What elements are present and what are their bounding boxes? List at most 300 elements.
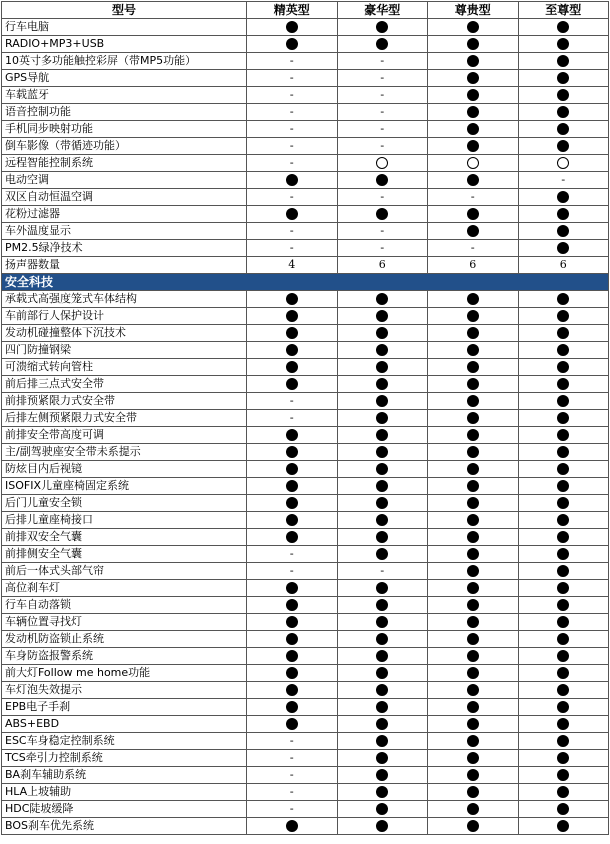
table-row <box>2 427 609 444</box>
not-available-dash: - <box>380 139 385 152</box>
feature-value-cell <box>428 563 519 580</box>
feature-value-cell <box>518 376 609 393</box>
feature-value-cell <box>247 733 338 750</box>
feature-value-cell <box>247 19 338 36</box>
standard-dot-icon <box>557 480 569 492</box>
feature-name: 远程智能控制系统 <box>2 155 247 172</box>
standard-dot-icon <box>376 208 388 220</box>
feature-value-cell <box>428 580 519 597</box>
feature-value-cell <box>247 325 338 342</box>
feature-value-cell <box>518 733 609 750</box>
feature-value-cell <box>247 614 338 631</box>
standard-dot-icon <box>557 497 569 509</box>
feature-value-cell <box>428 87 519 104</box>
not-available-dash: - <box>561 173 566 186</box>
feature-value-cell <box>518 529 609 546</box>
feature-name: 主/副驾驶座安全带未系提示 <box>2 444 247 461</box>
table-row <box>2 138 609 155</box>
table-row <box>2 325 609 342</box>
feature-name: 承载式高强度笼式车体结构 <box>2 291 247 308</box>
table-row <box>2 342 609 359</box>
table-row <box>2 189 609 206</box>
feature-value-cell <box>337 325 428 342</box>
feature-value-cell <box>337 138 428 155</box>
feature-value-cell <box>518 801 609 818</box>
standard-dot-icon <box>376 752 388 764</box>
feature-value-cell <box>518 291 609 308</box>
standard-dot-icon <box>376 701 388 713</box>
standard-dot-icon <box>557 38 569 50</box>
feature-value-cell <box>428 784 519 801</box>
not-available-dash: - <box>380 88 385 101</box>
feature-value-cell <box>518 631 609 648</box>
standard-dot-icon <box>467 531 479 543</box>
feature-value-cell <box>518 104 609 121</box>
feature-value-cell <box>518 665 609 682</box>
speaker-count: 6 <box>469 258 477 271</box>
standard-dot-icon <box>557 548 569 560</box>
table-row <box>2 597 609 614</box>
not-available-dash: - <box>289 394 294 407</box>
header-row <box>2 2 609 19</box>
feature-name: 车载蓝牙 <box>2 87 247 104</box>
feature-value-cell <box>518 682 609 699</box>
table-row <box>2 53 609 70</box>
feature-value-cell <box>428 138 519 155</box>
standard-dot-icon <box>467 735 479 747</box>
feature-value-cell <box>518 546 609 563</box>
feature-value-cell <box>337 631 428 648</box>
standard-dot-icon <box>376 344 388 356</box>
feature-name: 前后一体式头部气帘 <box>2 563 247 580</box>
feature-value-cell <box>337 801 428 818</box>
feature-value-cell <box>428 19 519 36</box>
feature-value-cell <box>428 495 519 512</box>
feature-value-cell <box>247 784 338 801</box>
feature-value-cell <box>247 495 338 512</box>
feature-name: 10英寸多功能触控彩屏（带MP5功能） <box>2 53 247 70</box>
feature-value-cell <box>428 342 519 359</box>
feature-value-cell <box>337 444 428 461</box>
standard-dot-icon <box>467 123 479 135</box>
table-row <box>2 767 609 784</box>
feature-name: 语音控制功能 <box>2 104 247 121</box>
feature-value-cell <box>247 461 338 478</box>
feature-value-cell <box>337 682 428 699</box>
feature-value-cell <box>428 818 519 835</box>
table-row <box>2 291 609 308</box>
not-available-dash: - <box>289 564 294 577</box>
not-available-dash: - <box>289 751 294 764</box>
standard-dot-icon <box>467 616 479 628</box>
standard-dot-icon <box>467 429 479 441</box>
feature-value-cell <box>518 478 609 495</box>
standard-dot-icon <box>557 650 569 662</box>
feature-value-cell <box>247 665 338 682</box>
feature-name: 前后排三点式安全带 <box>2 376 247 393</box>
standard-dot-icon <box>286 310 298 322</box>
standard-dot-icon <box>286 208 298 220</box>
feature-name: 手机同步映射功能 <box>2 121 247 138</box>
feature-value-cell <box>428 291 519 308</box>
feature-value-cell <box>337 478 428 495</box>
feature-value-cell <box>337 784 428 801</box>
feature-value-cell <box>518 257 609 274</box>
standard-dot-icon <box>286 582 298 594</box>
feature-value-cell <box>518 325 609 342</box>
standard-dot-icon <box>467 106 479 118</box>
feature-value-cell <box>428 444 519 461</box>
feature-value-cell <box>337 257 428 274</box>
standard-dot-icon <box>376 412 388 424</box>
table-row <box>2 750 609 767</box>
section-title: 安全科技 <box>2 274 609 291</box>
standard-dot-icon <box>376 786 388 798</box>
feature-value-cell <box>337 750 428 767</box>
standard-dot-icon <box>376 684 388 696</box>
standard-dot-icon <box>557 531 569 543</box>
feature-name: 前排侧安全气囊 <box>2 546 247 563</box>
feature-value-cell <box>337 818 428 835</box>
standard-dot-icon <box>557 820 569 832</box>
feature-value-cell <box>247 393 338 410</box>
table-row <box>2 495 609 512</box>
table-row <box>2 733 609 750</box>
feature-value-cell <box>337 342 428 359</box>
standard-dot-icon <box>376 327 388 339</box>
feature-value-cell <box>428 393 519 410</box>
standard-dot-icon <box>376 633 388 645</box>
standard-dot-icon <box>467 701 479 713</box>
feature-value-cell <box>337 767 428 784</box>
table-row <box>2 36 609 53</box>
standard-dot-icon <box>286 633 298 645</box>
standard-dot-icon <box>557 412 569 424</box>
table-row <box>2 546 609 563</box>
feature-value-cell <box>428 750 519 767</box>
standard-dot-icon <box>557 327 569 339</box>
feature-name: PM2.5绿净技术 <box>2 240 247 257</box>
table-row <box>2 19 609 36</box>
feature-value-cell <box>337 121 428 138</box>
feature-value-cell <box>518 206 609 223</box>
standard-dot-icon <box>467 514 479 526</box>
feature-value-cell <box>428 699 519 716</box>
feature-value-cell <box>337 87 428 104</box>
standard-dot-icon <box>557 446 569 458</box>
standard-dot-icon <box>467 310 479 322</box>
standard-dot-icon <box>557 463 569 475</box>
feature-value-cell <box>518 121 609 138</box>
feature-name: HDC陡坡缓降 <box>2 801 247 818</box>
feature-name: 车身防盗报警系统 <box>2 648 247 665</box>
standard-dot-icon <box>286 650 298 662</box>
not-available-dash: - <box>470 241 475 254</box>
standard-dot-icon <box>286 667 298 679</box>
standard-dot-icon <box>557 701 569 713</box>
standard-dot-icon <box>557 106 569 118</box>
table-row <box>2 444 609 461</box>
feature-value-cell <box>247 427 338 444</box>
table-row <box>2 580 609 597</box>
standard-dot-icon <box>286 446 298 458</box>
not-available-dash: - <box>380 54 385 67</box>
standard-dot-icon <box>467 599 479 611</box>
feature-value-cell <box>337 699 428 716</box>
not-available-dash: - <box>289 71 294 84</box>
standard-dot-icon <box>376 735 388 747</box>
feature-value-cell <box>428 104 519 121</box>
not-available-dash: - <box>289 139 294 152</box>
feature-value-cell <box>247 444 338 461</box>
standard-dot-icon <box>557 361 569 373</box>
feature-value-cell <box>247 223 338 240</box>
feature-value-cell <box>428 512 519 529</box>
standard-dot-icon <box>467 752 479 764</box>
feature-value-cell <box>337 461 428 478</box>
feature-value-cell <box>247 699 338 716</box>
feature-name: 倒车影像（带循迹功能） <box>2 138 247 155</box>
standard-dot-icon <box>467 412 479 424</box>
not-available-dash: - <box>289 768 294 781</box>
not-available-dash: - <box>380 190 385 203</box>
not-available-dash: - <box>289 224 294 237</box>
standard-dot-icon <box>376 599 388 611</box>
feature-value-cell <box>428 733 519 750</box>
standard-dot-icon <box>467 718 479 730</box>
feature-name: 高位刹车灯 <box>2 580 247 597</box>
feature-value-cell <box>247 53 338 70</box>
standard-dot-icon <box>467 344 479 356</box>
feature-value-cell <box>518 648 609 665</box>
table-row <box>2 87 609 104</box>
standard-dot-icon <box>376 174 388 186</box>
table-row <box>2 818 609 835</box>
feature-value-cell <box>518 614 609 631</box>
standard-dot-icon <box>467 667 479 679</box>
table-row <box>2 784 609 801</box>
feature-value-cell <box>337 427 428 444</box>
standard-dot-icon <box>557 123 569 135</box>
feature-name: 后门儿童安全锁 <box>2 495 247 512</box>
feature-value-cell <box>428 70 519 87</box>
standard-dot-icon <box>467 786 479 798</box>
feature-value-cell <box>337 410 428 427</box>
table-row <box>2 648 609 665</box>
feature-value-cell <box>247 512 338 529</box>
not-available-dash: - <box>289 802 294 815</box>
feature-name: BOS刹车优先系统 <box>2 818 247 835</box>
feature-value-cell <box>337 308 428 325</box>
feature-value-cell <box>518 172 609 189</box>
standard-dot-icon <box>557 395 569 407</box>
standard-dot-icon <box>467 174 479 186</box>
standard-dot-icon <box>467 378 479 390</box>
feature-value-cell <box>247 648 338 665</box>
feature-value-cell <box>247 206 338 223</box>
standard-dot-icon <box>557 735 569 747</box>
feature-value-cell <box>428 121 519 138</box>
standard-dot-icon <box>376 395 388 407</box>
feature-value-cell <box>337 291 428 308</box>
feature-value-cell <box>247 70 338 87</box>
standard-dot-icon <box>467 327 479 339</box>
feature-value-cell <box>247 376 338 393</box>
standard-dot-icon <box>376 718 388 730</box>
feature-value-cell <box>337 580 428 597</box>
feature-name: 前排安全带高度可调 <box>2 427 247 444</box>
standard-dot-icon <box>467 463 479 475</box>
speaker-count: 6 <box>378 258 386 271</box>
feature-value-cell <box>428 631 519 648</box>
feature-value-cell <box>247 36 338 53</box>
standard-dot-icon <box>557 344 569 356</box>
feature-value-cell <box>247 138 338 155</box>
spec-table-grid <box>1 1 609 835</box>
standard-dot-icon <box>557 72 569 84</box>
standard-dot-icon <box>467 21 479 33</box>
feature-name: BA刹车辅助系统 <box>2 767 247 784</box>
table-row <box>2 410 609 427</box>
standard-dot-icon <box>467 225 479 237</box>
feature-value-cell <box>337 104 428 121</box>
optional-ring-icon <box>467 157 479 169</box>
feature-value-cell <box>518 155 609 172</box>
optional-ring-icon <box>376 157 388 169</box>
feature-value-cell <box>337 206 428 223</box>
standard-dot-icon <box>557 752 569 764</box>
feature-value-cell <box>428 648 519 665</box>
feature-value-cell <box>428 410 519 427</box>
standard-dot-icon <box>467 820 479 832</box>
feature-value-cell <box>518 138 609 155</box>
table-row <box>2 257 609 274</box>
feature-value-cell <box>337 376 428 393</box>
trim-header: 尊贵型 <box>428 2 519 19</box>
table-row <box>2 393 609 410</box>
feature-value-cell <box>518 716 609 733</box>
feature-name: ABS+EBD <box>2 716 247 733</box>
feature-value-cell <box>518 53 609 70</box>
not-available-dash: - <box>289 241 294 254</box>
feature-value-cell <box>518 427 609 444</box>
feature-name: 前排双安全气囊 <box>2 529 247 546</box>
standard-dot-icon <box>557 89 569 101</box>
feature-value-cell <box>428 427 519 444</box>
standard-dot-icon <box>376 650 388 662</box>
feature-value-cell <box>247 716 338 733</box>
feature-name: 发动机防盗锁止系统 <box>2 631 247 648</box>
table-row <box>2 563 609 580</box>
feature-name: EPB电子手刹 <box>2 699 247 716</box>
standard-dot-icon <box>467 480 479 492</box>
feature-value-cell <box>428 682 519 699</box>
standard-dot-icon <box>376 531 388 543</box>
feature-value-cell <box>337 614 428 631</box>
feature-value-cell <box>518 36 609 53</box>
not-available-dash: - <box>380 122 385 135</box>
standard-dot-icon <box>376 378 388 390</box>
feature-value-cell <box>247 359 338 376</box>
standard-dot-icon <box>467 208 479 220</box>
table-row <box>2 172 609 189</box>
feature-value-cell <box>518 495 609 512</box>
standard-dot-icon <box>467 395 479 407</box>
feature-value-cell <box>337 495 428 512</box>
standard-dot-icon <box>286 38 298 50</box>
feature-name: 前排预紧限力式安全带 <box>2 393 247 410</box>
standard-dot-icon <box>557 310 569 322</box>
standard-dot-icon <box>557 208 569 220</box>
standard-dot-icon <box>467 497 479 509</box>
standard-dot-icon <box>376 548 388 560</box>
not-available-dash: - <box>289 54 294 67</box>
standard-dot-icon <box>467 361 479 373</box>
feature-value-cell <box>428 189 519 206</box>
standard-dot-icon <box>286 463 298 475</box>
standard-dot-icon <box>286 344 298 356</box>
feature-value-cell <box>247 104 338 121</box>
standard-dot-icon <box>557 242 569 254</box>
feature-value-cell <box>518 410 609 427</box>
feature-value-cell <box>247 580 338 597</box>
feature-value-cell <box>337 172 428 189</box>
feature-name: 扬声器数量 <box>2 257 247 274</box>
feature-value-cell <box>518 87 609 104</box>
table-row <box>2 240 609 257</box>
feature-value-cell <box>337 223 428 240</box>
standard-dot-icon <box>376 429 388 441</box>
feature-name: 车外温度显示 <box>2 223 247 240</box>
feature-value-cell <box>428 155 519 172</box>
feature-value-cell <box>247 597 338 614</box>
standard-dot-icon <box>286 531 298 543</box>
standard-dot-icon <box>286 361 298 373</box>
standard-dot-icon <box>557 667 569 679</box>
spec-table <box>1 1 608 835</box>
not-available-dash: - <box>289 105 294 118</box>
standard-dot-icon <box>467 769 479 781</box>
standard-dot-icon <box>286 327 298 339</box>
feature-value-cell <box>247 529 338 546</box>
feature-value-cell <box>428 546 519 563</box>
feature-value-cell <box>428 461 519 478</box>
feature-value-cell <box>518 342 609 359</box>
feature-value-cell <box>518 359 609 376</box>
standard-dot-icon <box>286 718 298 730</box>
not-available-dash: - <box>289 88 294 101</box>
trim-header: 精英型 <box>247 2 338 19</box>
standard-dot-icon <box>557 55 569 67</box>
standard-dot-icon <box>467 293 479 305</box>
trim-header: 豪华型 <box>337 2 428 19</box>
feature-name: 花粉过滤器 <box>2 206 247 223</box>
feature-value-cell <box>337 36 428 53</box>
standard-dot-icon <box>557 582 569 594</box>
standard-dot-icon <box>557 191 569 203</box>
not-available-dash: - <box>289 122 294 135</box>
feature-name: 可溃缩式转向管柱 <box>2 359 247 376</box>
standard-dot-icon <box>467 650 479 662</box>
not-available-dash: - <box>380 241 385 254</box>
standard-dot-icon <box>557 786 569 798</box>
feature-name: 四门防撞钢梁 <box>2 342 247 359</box>
feature-value-cell <box>518 223 609 240</box>
feature-value-cell <box>337 529 428 546</box>
feature-value-cell <box>518 189 609 206</box>
speaker-count: 4 <box>288 258 296 271</box>
feature-value-cell <box>428 53 519 70</box>
